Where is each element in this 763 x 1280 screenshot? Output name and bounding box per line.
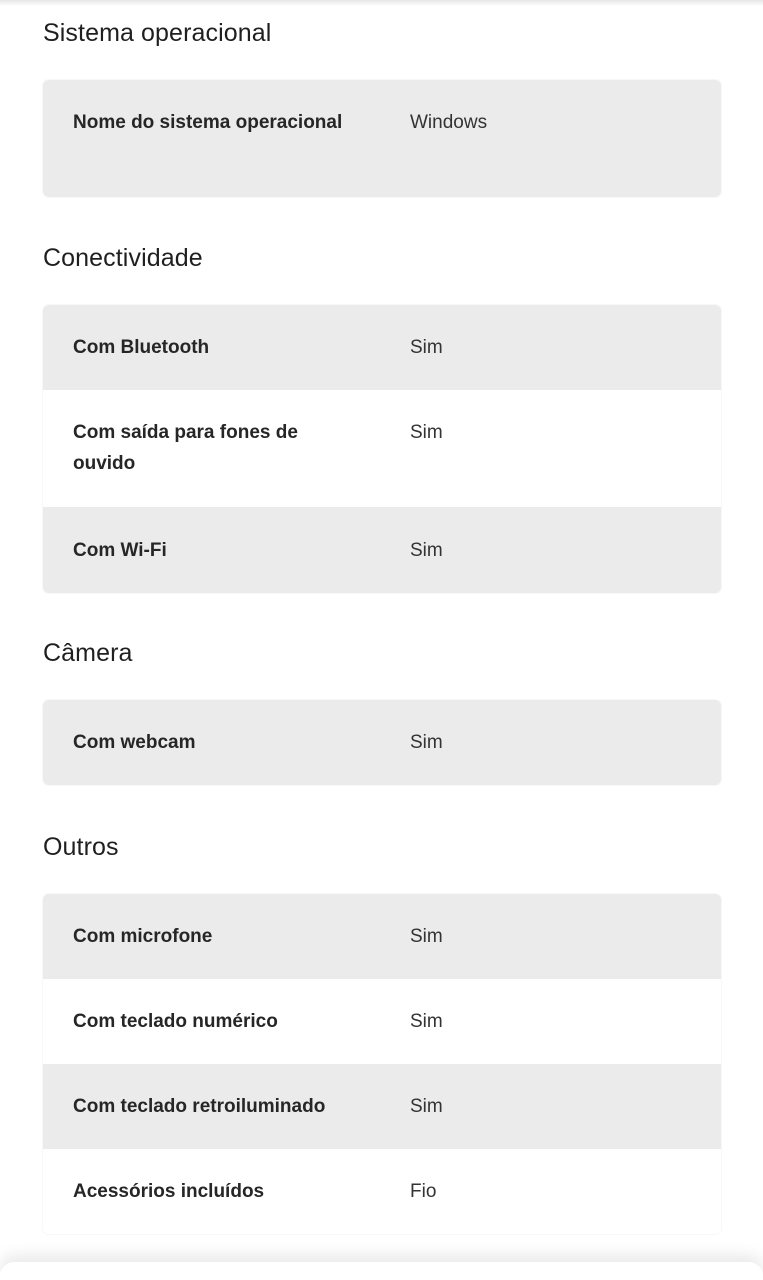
spec-key: Acessórios incluídos [73, 1181, 265, 1202]
table-row [43, 1149, 721, 1234]
spec-value: Fio [410, 1181, 437, 1202]
table-row [43, 80, 721, 197]
table-row [43, 979, 721, 1064]
spec-value: Sim [410, 337, 443, 358]
table-row [43, 700, 721, 785]
table-row [43, 507, 721, 593]
spec-value: Sim [410, 540, 443, 561]
spec-key: Com Bluetooth [73, 337, 210, 358]
spec-key: Com webcam [73, 732, 196, 753]
bottom-sheet-edge [0, 1262, 763, 1280]
table-row [43, 1064, 721, 1149]
spec-value: Sim [410, 1011, 443, 1032]
spec-table [43, 700, 721, 785]
spec-table [43, 305, 721, 593]
spec-value: Windows [410, 112, 488, 133]
spec-value: Sim [410, 926, 443, 947]
table-row [43, 305, 721, 390]
spec-key: Com saída para fones de ouvido [73, 422, 298, 474]
spec-key: Com Wi-Fi [73, 540, 167, 561]
spec-key: Com teclado numérico [73, 1011, 278, 1032]
section-title: Sistema operacional [43, 19, 272, 47]
spec-key: Com teclado retroiluminado [73, 1096, 326, 1117]
section-title: Outros [43, 833, 119, 861]
spec-value: Sim [410, 422, 443, 443]
spec-value: Sim [410, 732, 443, 753]
section-title: Conectividade [43, 244, 203, 272]
spec-key: Com microfone [73, 926, 213, 947]
top-divider-shadow [0, 0, 763, 6]
spec-table [43, 894, 721, 1234]
spec-table [43, 80, 721, 197]
table-row [43, 894, 721, 979]
spec-value: Sim [410, 1096, 443, 1117]
table-row [43, 390, 721, 507]
section-title: Câmera [43, 639, 133, 667]
spec-key: Nome do sistema operacional [73, 112, 343, 133]
